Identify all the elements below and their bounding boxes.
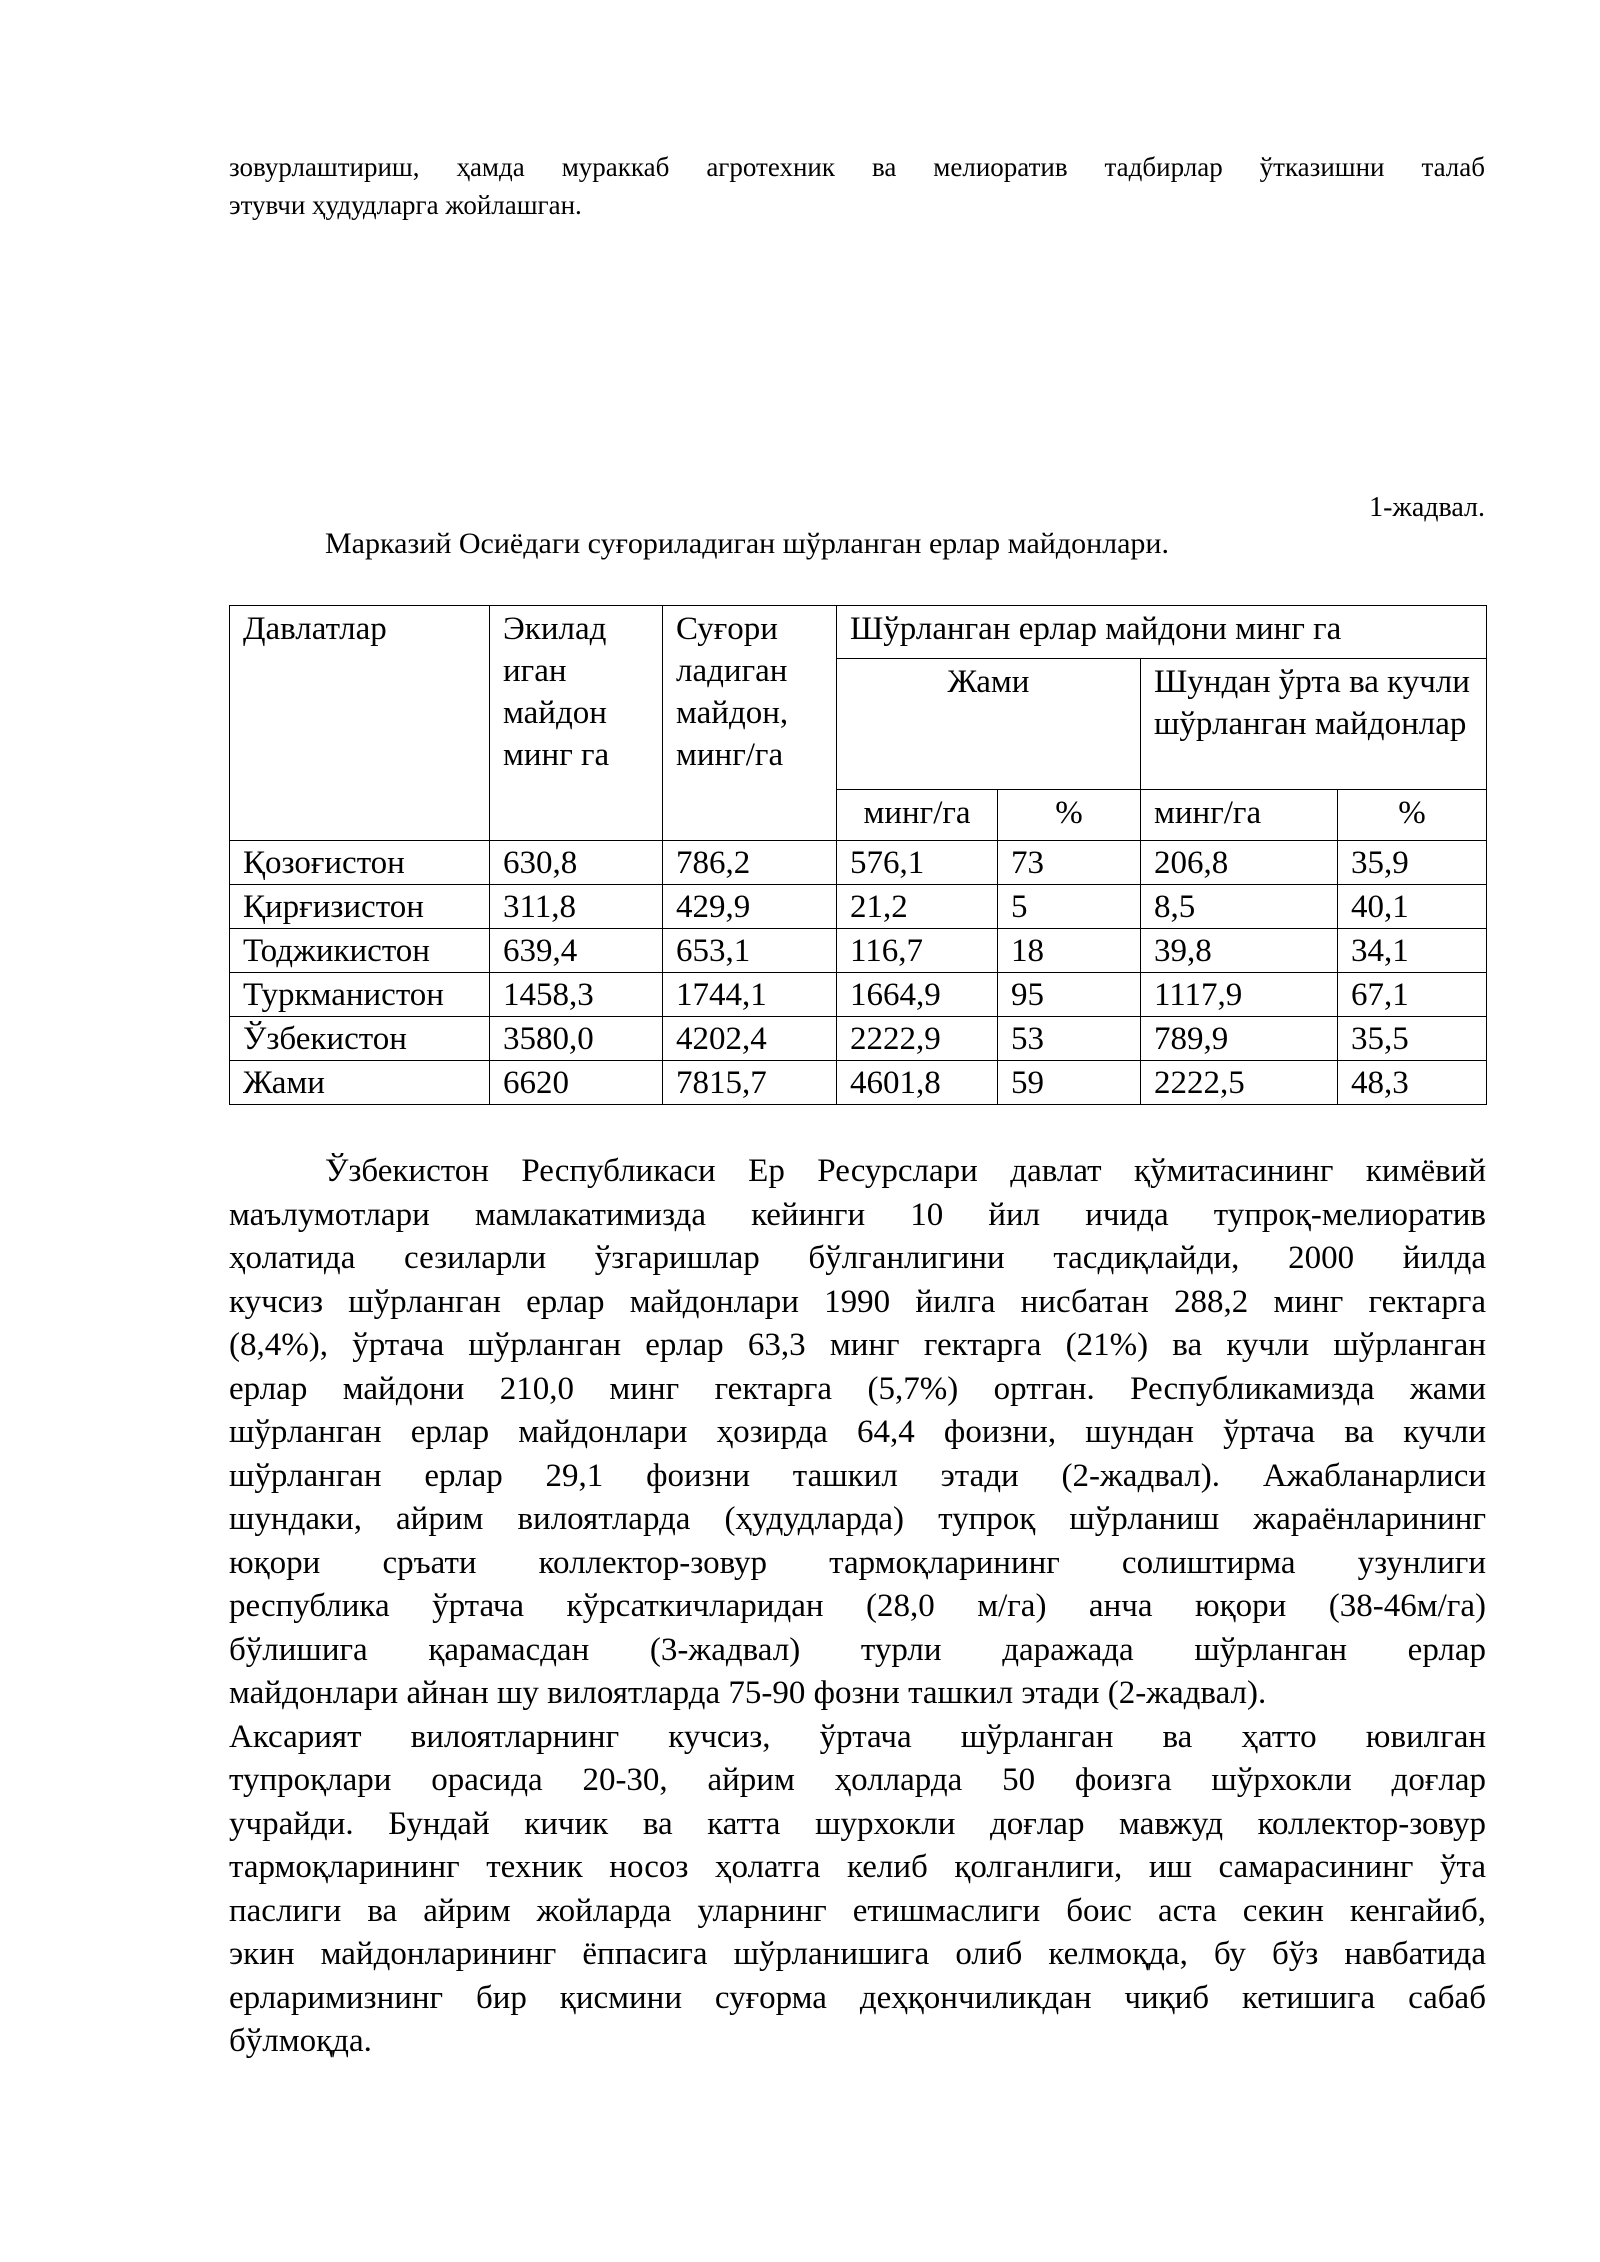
table-row xyxy=(230,973,1487,1017)
value-cell: 2222,9 xyxy=(837,1017,998,1061)
body-line: бўлишига қарамасдан (3-жадвал) турли даражада шўрланган ерлар xyxy=(229,1631,1486,1668)
header-country: Давлатлар xyxy=(230,606,490,841)
header-percent-total: % xyxy=(998,790,1141,841)
body-line: шундаки, айрим вилоятларда (ҳудудларда) тупроқ шўрланиш жараёнларининг xyxy=(229,1501,1486,1537)
value-cell: 7815,7 xyxy=(663,1061,837,1105)
value-cell: 39,8 xyxy=(1141,929,1338,973)
body-line: экин майдонларининг ёппасига шўрланишига олиб келмоқда, бу бўз навбатида xyxy=(229,1936,1486,1972)
table-row xyxy=(230,885,1487,929)
body-line: республика ўртача кўрсаткичларидан (28,0 м/га) анча юқори (38-46м/га) xyxy=(229,1588,1486,1624)
value-cell: 639,4 xyxy=(490,929,663,973)
value-cell: 35,9 xyxy=(1338,841,1487,885)
value-cell: 2222,5 xyxy=(1141,1061,1338,1105)
value-cell: 34,1 xyxy=(1338,929,1487,973)
value-cell: 18 xyxy=(998,929,1141,973)
body-line: кучсиз шўрланган ерлар майдонлари 1990 йилга нисбатан 288,2 минг гектарга xyxy=(229,1283,1486,1320)
value-cell: 1458,3 xyxy=(490,973,663,1017)
header-saline: Шўрланган ерлар майдони минг га xyxy=(837,606,1487,659)
header-irrigated: Суғори ладиган майдон, минг/га xyxy=(663,606,837,841)
value-cell: 40,1 xyxy=(1338,885,1487,929)
value-cell: 630,8 xyxy=(490,841,663,885)
country-cell: Ўзбекистон xyxy=(230,1017,490,1061)
value-cell: 59 xyxy=(998,1061,1141,1105)
intro-line-2: этувчи ҳудудларга жойлашган. xyxy=(229,190,582,220)
body-line: Аксарият вилоятларнинг кучсиз, ўртача шўрланган ва ҳатто ювилган xyxy=(229,1718,1486,1755)
value-cell: 5 xyxy=(998,885,1141,929)
body-line: тупроқлари орасида 20-30, айрим ҳолларда 50 фоизга шўрхокли доғлар xyxy=(229,1762,1486,1798)
value-cell: 3580,0 xyxy=(490,1017,663,1061)
body-paragraph xyxy=(229,1150,1486,2064)
value-cell: 95 xyxy=(998,973,1141,1017)
country-cell: Туркманистон xyxy=(230,973,490,1017)
value-cell: 429,9 xyxy=(663,885,837,929)
value-cell: 206,8 xyxy=(1141,841,1338,885)
value-cell: 576,1 xyxy=(837,841,998,885)
body-line: тармоқларининг техник носоз ҳолатга келиб қолганлиги, иш самарасининг ўта xyxy=(229,1849,1486,1885)
value-cell: 35,5 xyxy=(1338,1017,1487,1061)
table-row xyxy=(230,841,1487,885)
header-thousand-ha-total: минг/га xyxy=(837,790,998,841)
value-cell: 1117,9 xyxy=(1141,973,1338,1017)
value-cell: 4202,4 xyxy=(663,1017,837,1061)
value-cell: 116,7 xyxy=(837,929,998,973)
value-cell: 4601,8 xyxy=(837,1061,998,1105)
body-line: ерларимизнинг бир қисмини суғорма деҳқончиликдан чиқиб кетишига сабаб xyxy=(229,1979,1486,2016)
value-cell: 8,5 xyxy=(1141,885,1338,929)
body-line: юқори сръати коллектор-зовур тармоқларининг солиштирма узунлиги xyxy=(229,1544,1486,1581)
value-cell: 73 xyxy=(998,841,1141,885)
header-medium-strong: Шундан ўрта ва кучли шўрланган майдонлар xyxy=(1141,659,1487,790)
body-line: учрайди. Бундай кичик ва катта шурхокли доғлар мавжуд коллектор-зовур xyxy=(229,1805,1486,1842)
value-cell: 67,1 xyxy=(1338,973,1487,1017)
intro-line-1: зовурлаштириш, ҳамда мураккаб агротехник ва мелиоратив тадбирлар ўтказишни талаб xyxy=(229,152,1485,182)
header-thousand-ha-strong: минг/га xyxy=(1141,790,1338,841)
table-body xyxy=(230,841,1487,1105)
header-percent-strong: % xyxy=(1338,790,1487,841)
body-line: шўрланган ерлар майдонлари ҳозирда 64,4 фоизни, шундан ўртача ва кучли xyxy=(229,1414,1486,1450)
table-row xyxy=(230,1017,1487,1061)
value-cell: 1744,1 xyxy=(663,973,837,1017)
value-cell: 48,3 xyxy=(1338,1061,1487,1105)
saline-land-table xyxy=(229,605,1487,1105)
body-line: бўлмоқда. xyxy=(229,2023,372,2059)
value-cell: 311,8 xyxy=(490,885,663,929)
body-line: Ўзбекистон Республикаси Ер Ресурслари давлат қўмитасининг кимёвий xyxy=(325,1153,1486,1189)
body-line: маълумотлари мамлакатимизда кейинги 10 йил ичида тупроқ-мелиоратив xyxy=(229,1196,1486,1233)
value-cell: 53 xyxy=(998,1017,1141,1061)
table-caption: Марказий Осиёдаги суғориладиган шўрланган ерлар майдонлари. xyxy=(325,527,1169,560)
body-line: (8,4%), ўртача шўрланган ерлар 63,3 минг гектарга (21%) ва кучли шўрланган xyxy=(229,1327,1486,1363)
header-cultivated: Экилад иган майдон минг га xyxy=(490,606,663,841)
value-cell: 1664,9 xyxy=(837,973,998,1017)
header-total: Жами xyxy=(837,659,1141,790)
body-line: шўрланган ерлар 29,1 фоизни ташкил этади (2-жадвал). Ажабланарлиси xyxy=(229,1457,1486,1494)
body-line: ҳолатида сезиларли ўзгаришлар бўлганлигини тасдиқлайди, 2000 йилда xyxy=(229,1240,1486,1276)
body-line: паслиги ва айрим жойларда уларнинг етишмаслиги боис аста секин кенгайиб, xyxy=(229,1892,1486,1929)
value-cell: 789,9 xyxy=(1141,1017,1338,1061)
country-cell: Қозоғистон xyxy=(230,841,490,885)
body-line: майдонлари айнан шу вилоятларда 75-90 фозни ташкил этади (2-жадвал). xyxy=(229,1675,1267,1711)
value-cell: 786,2 xyxy=(663,841,837,885)
country-cell: Жами xyxy=(230,1061,490,1105)
country-cell: Тоджикистон xyxy=(230,929,490,973)
value-cell: 6620 xyxy=(490,1061,663,1105)
value-cell: 21,2 xyxy=(837,885,998,929)
body-line: ерлар майдони 210,0 минг гектарга (5,7%) ортган. Республикамизда жами xyxy=(229,1370,1486,1407)
intro-paragraph xyxy=(229,148,1485,224)
table-row xyxy=(230,1061,1487,1105)
value-cell: 653,1 xyxy=(663,929,837,973)
country-cell: Қирғизистон xyxy=(230,885,490,929)
table-row xyxy=(230,929,1487,973)
table-number: 1-жадвал. xyxy=(1369,492,1485,523)
